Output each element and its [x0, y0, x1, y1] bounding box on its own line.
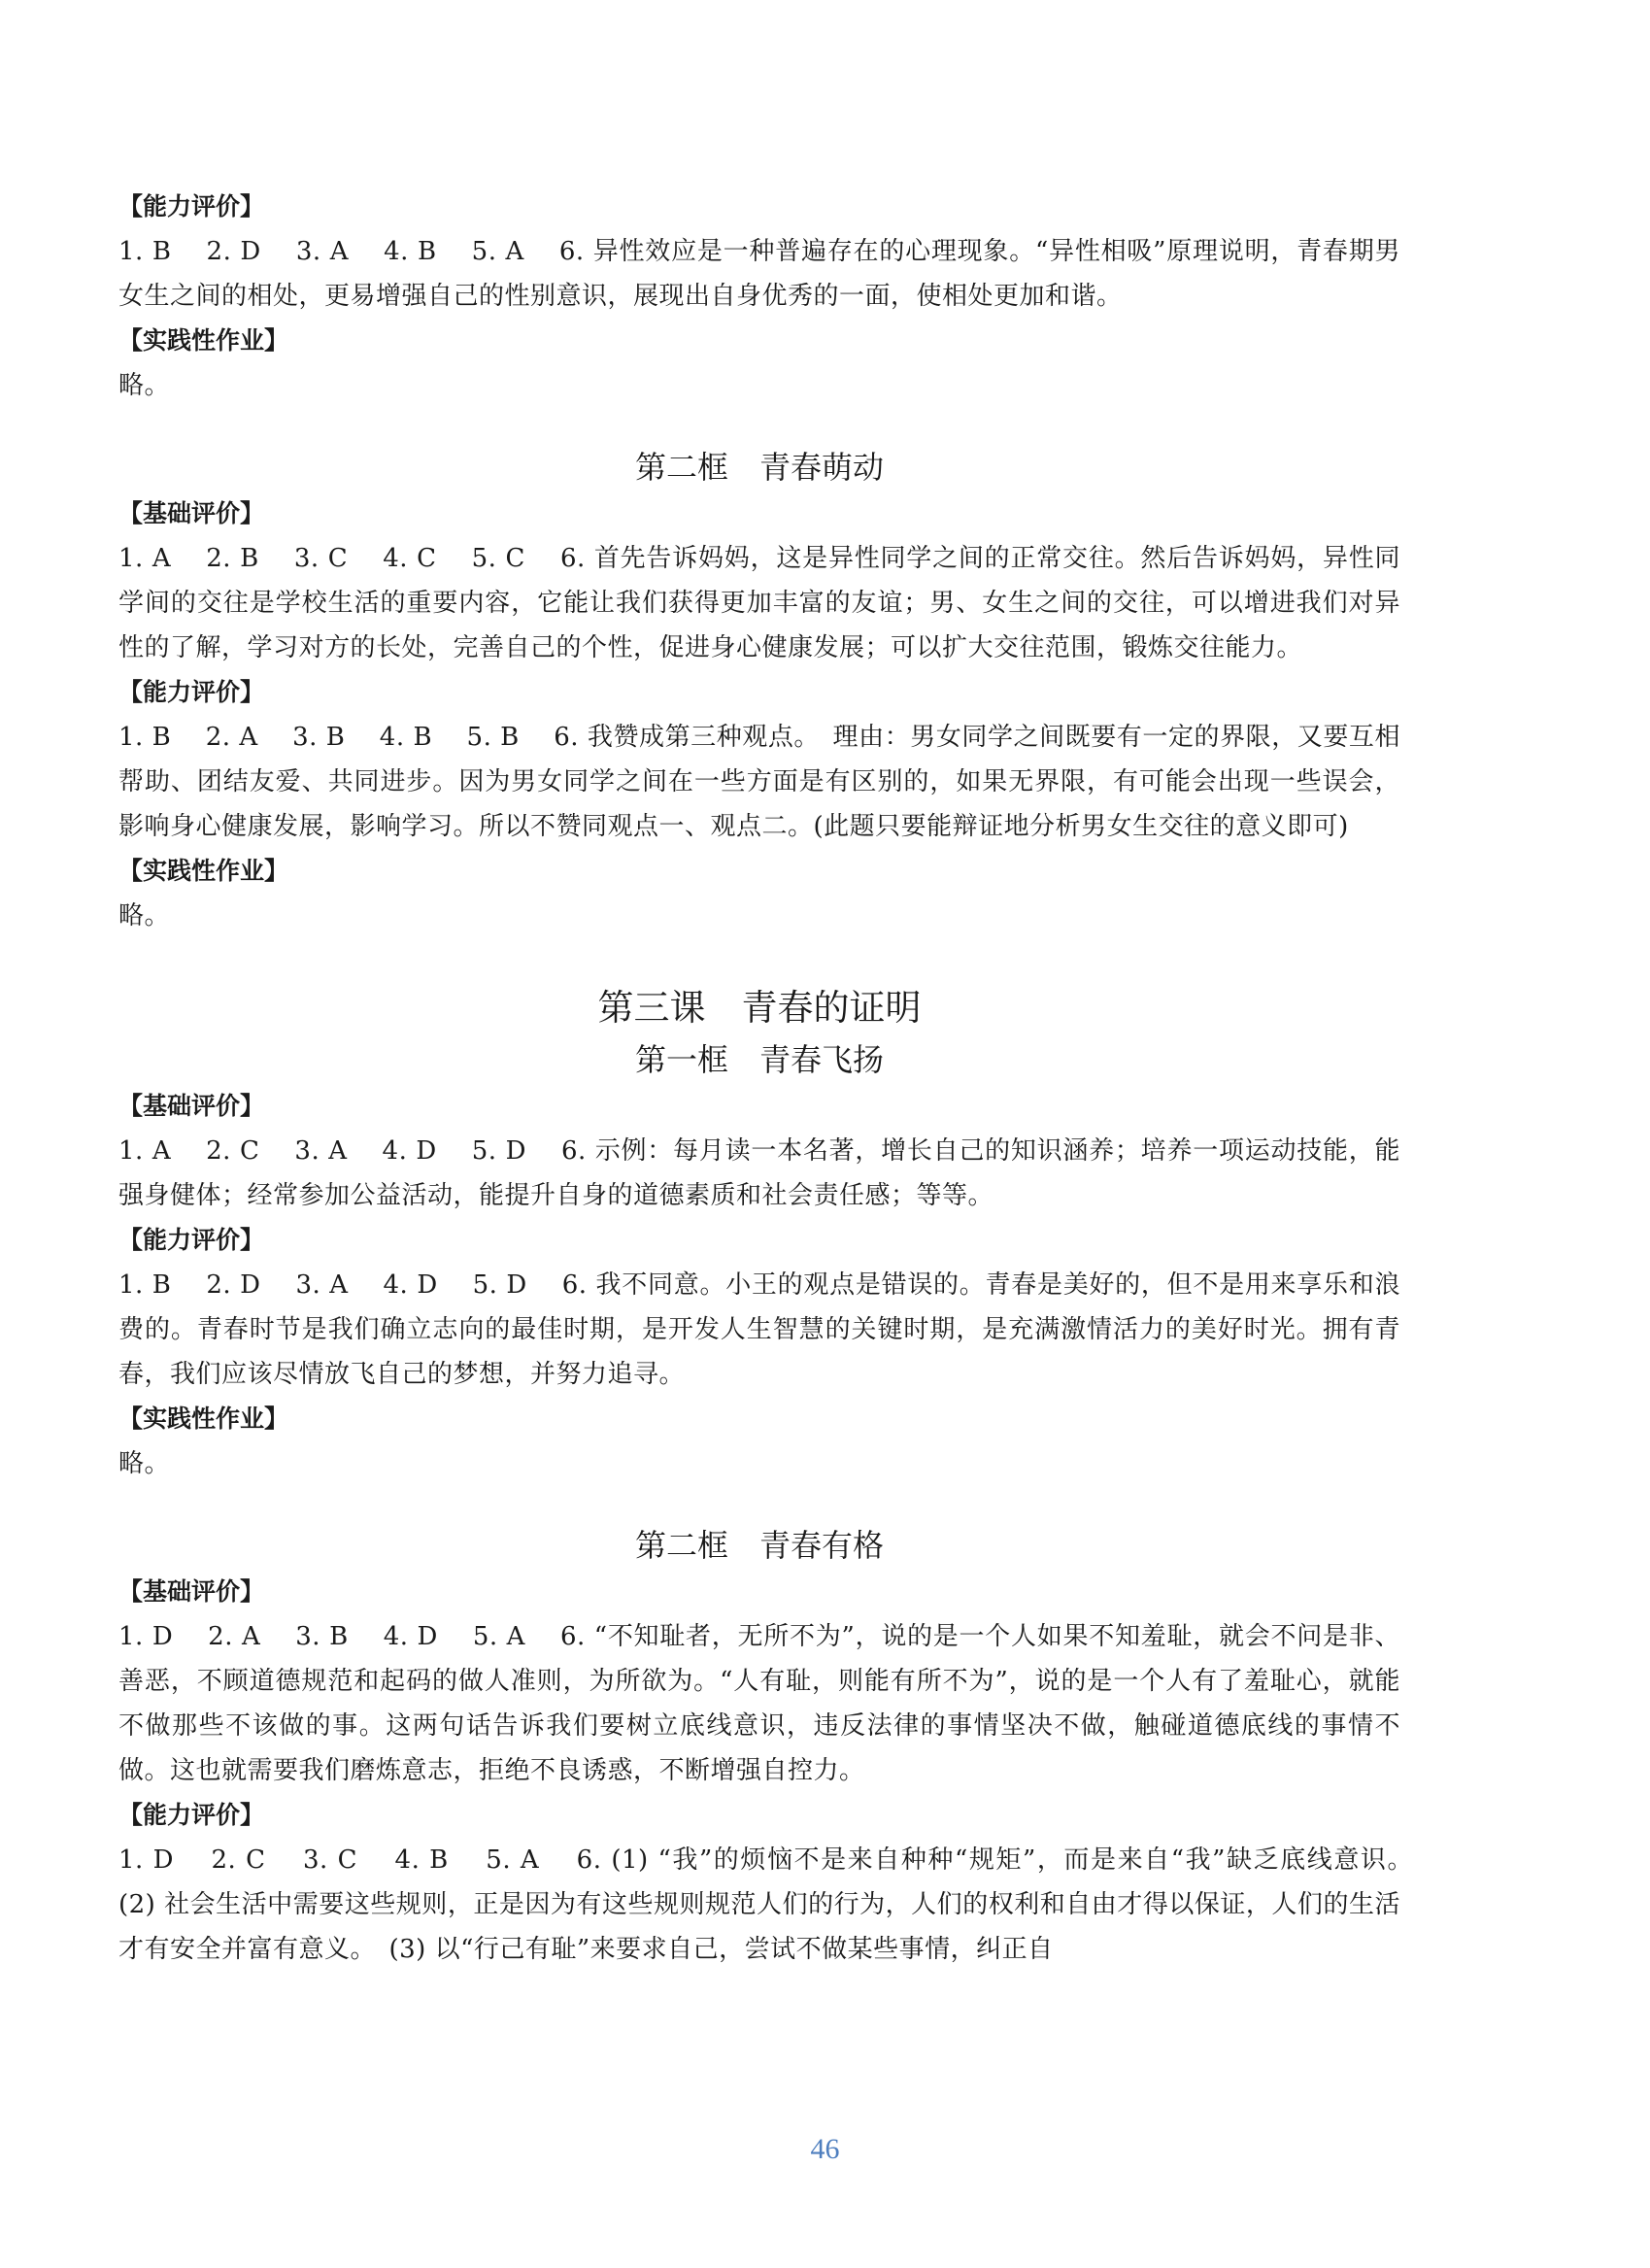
answer-text: 1. B 2. D 3. A 4. D 5. D 6. 我不同意。小王的观点是错误的。青春是美好的，但不是用来享乐和浪费的。青春时节是我们确立志向的最佳时期，是开发人生智慧的关键时期，是充满激情活力的美好时光。拥有青春，我们应该尽情放飞自己的梦想，并努力追寻。	[118, 1270, 1400, 1389]
answer-block	[118, 319, 1400, 408]
answer-text: 略。	[118, 1449, 171, 1478]
section-label: 【能力评价】	[118, 678, 265, 706]
answer-block	[118, 849, 1400, 938]
answer-block	[118, 1397, 1400, 1486]
section-label: 【基础评价】	[118, 1577, 265, 1606]
answer-text: 1. D 2. A 3. B 4. D 5. A 6. “不知耻者，无所不为”，说的是一个人如果不知羞耻，就会不问是非、善恶，不顾道德规范和起码的做人准则，为所欲为。“人有耻，则能有所不为”，说的是一个人有了羞耻心，就能不做那些不该做的事。这两句话告诉我们要树立底线意识，违反法律的事情坚决不做，触碰道德底线的事情不做。这也就需要我们磨炼意志，拒绝不良诱惑，不断增强自控力。	[118, 1622, 1400, 1785]
section-label: 【实践性作业】	[118, 1405, 289, 1433]
section-label: 【能力评价】	[118, 1801, 265, 1829]
answer-block	[118, 491, 1400, 670]
answer-block	[118, 1793, 1427, 1972]
answer-text: 略。	[118, 371, 171, 400]
answer-text: 1. B 2. A 3. B 4. B 5. B 6. 我赞成第三种观点。 理由：男女同学之间既要有一定的界限，又要互相帮助、团结友爱、共同进步。因为男女同学之间在一些方面是有区别的，如果无界限，有可能会出现一些误会，影响身心健康发展，影响学习。所以不赞同观点一、观点二。(此题只要能辩证地分析男女生交往的意义即可)	[118, 723, 1400, 841]
answer-block	[118, 185, 1400, 319]
answer-block	[118, 670, 1400, 849]
answer-text: 1. B 2. D 3. A 4. B 5. A 6. 异性效应是一种普遍存在的心理现象。“异性相吸”原理说明，青春期男女生之间的相处，更易增强自己的性别意识，展现出自身优秀的一面，使相处更加和谐。	[118, 237, 1400, 311]
section-heading: 第一框 青春飞扬	[634, 1041, 884, 1078]
section-heading: 第二框 青春萌动	[634, 449, 884, 486]
section-label: 【基础评价】	[118, 499, 265, 527]
answer-block	[118, 1570, 1400, 1793]
section-label: 【能力评价】	[118, 1226, 265, 1254]
answer-block	[118, 1218, 1400, 1397]
answer-block	[118, 1084, 1400, 1218]
answer-text: 略。	[118, 901, 171, 931]
section-label: 【实践性作业】	[118, 326, 289, 355]
section-label: 【能力评价】	[118, 192, 265, 220]
section-heading: 第二框 青春有格	[634, 1527, 884, 1564]
answer-text: 1. A 2. B 3. C 4. C 5. C 6. 首先告诉妈妈，这是异性同学之间的正常交往。然后告诉妈妈，异性同学间的交往是学校生活的重要内容，它能让我们获得更加丰富的友谊；男、女生之间的交往，可以增进我们对异性的了解，学习对方的长处，完善自己的个性，促进身心健康发展；可以扩大交往范围，锻炼交往能力。	[118, 544, 1400, 662]
section-label: 【基础评价】	[118, 1092, 265, 1120]
page-number: 46	[810, 2133, 840, 2165]
answer-text: 1. D 2. C 3. C 4. B 5. A 6. (1) “我”的烦恼不是来自种种“规矩”，而是来自“我”缺乏底线意识。 (2) 社会生活中需要这些规则，正是因为有这些规则规范人们的行为，人们的权利和自由才得以保证，人们的生活才有安全并富有意义。 (3) 以“行己有耻”来要求自己，尝试不做某些事情，纠正自	[118, 1845, 1427, 1964]
answer-page	[118, 185, 1427, 1972]
section-label: 【实践性作业】	[118, 857, 289, 885]
answer-text: 1. A 2. C 3. A 4. D 5. D 6. 示例：每月读一本名著，增长自己的知识涵养；培养一项运动技能，能强身健体；经常参加公益活动，能提升自身的道德素质和社会责任感；等等。	[118, 1136, 1400, 1210]
lesson-heading: 第三课 青春的证明	[597, 987, 922, 1029]
